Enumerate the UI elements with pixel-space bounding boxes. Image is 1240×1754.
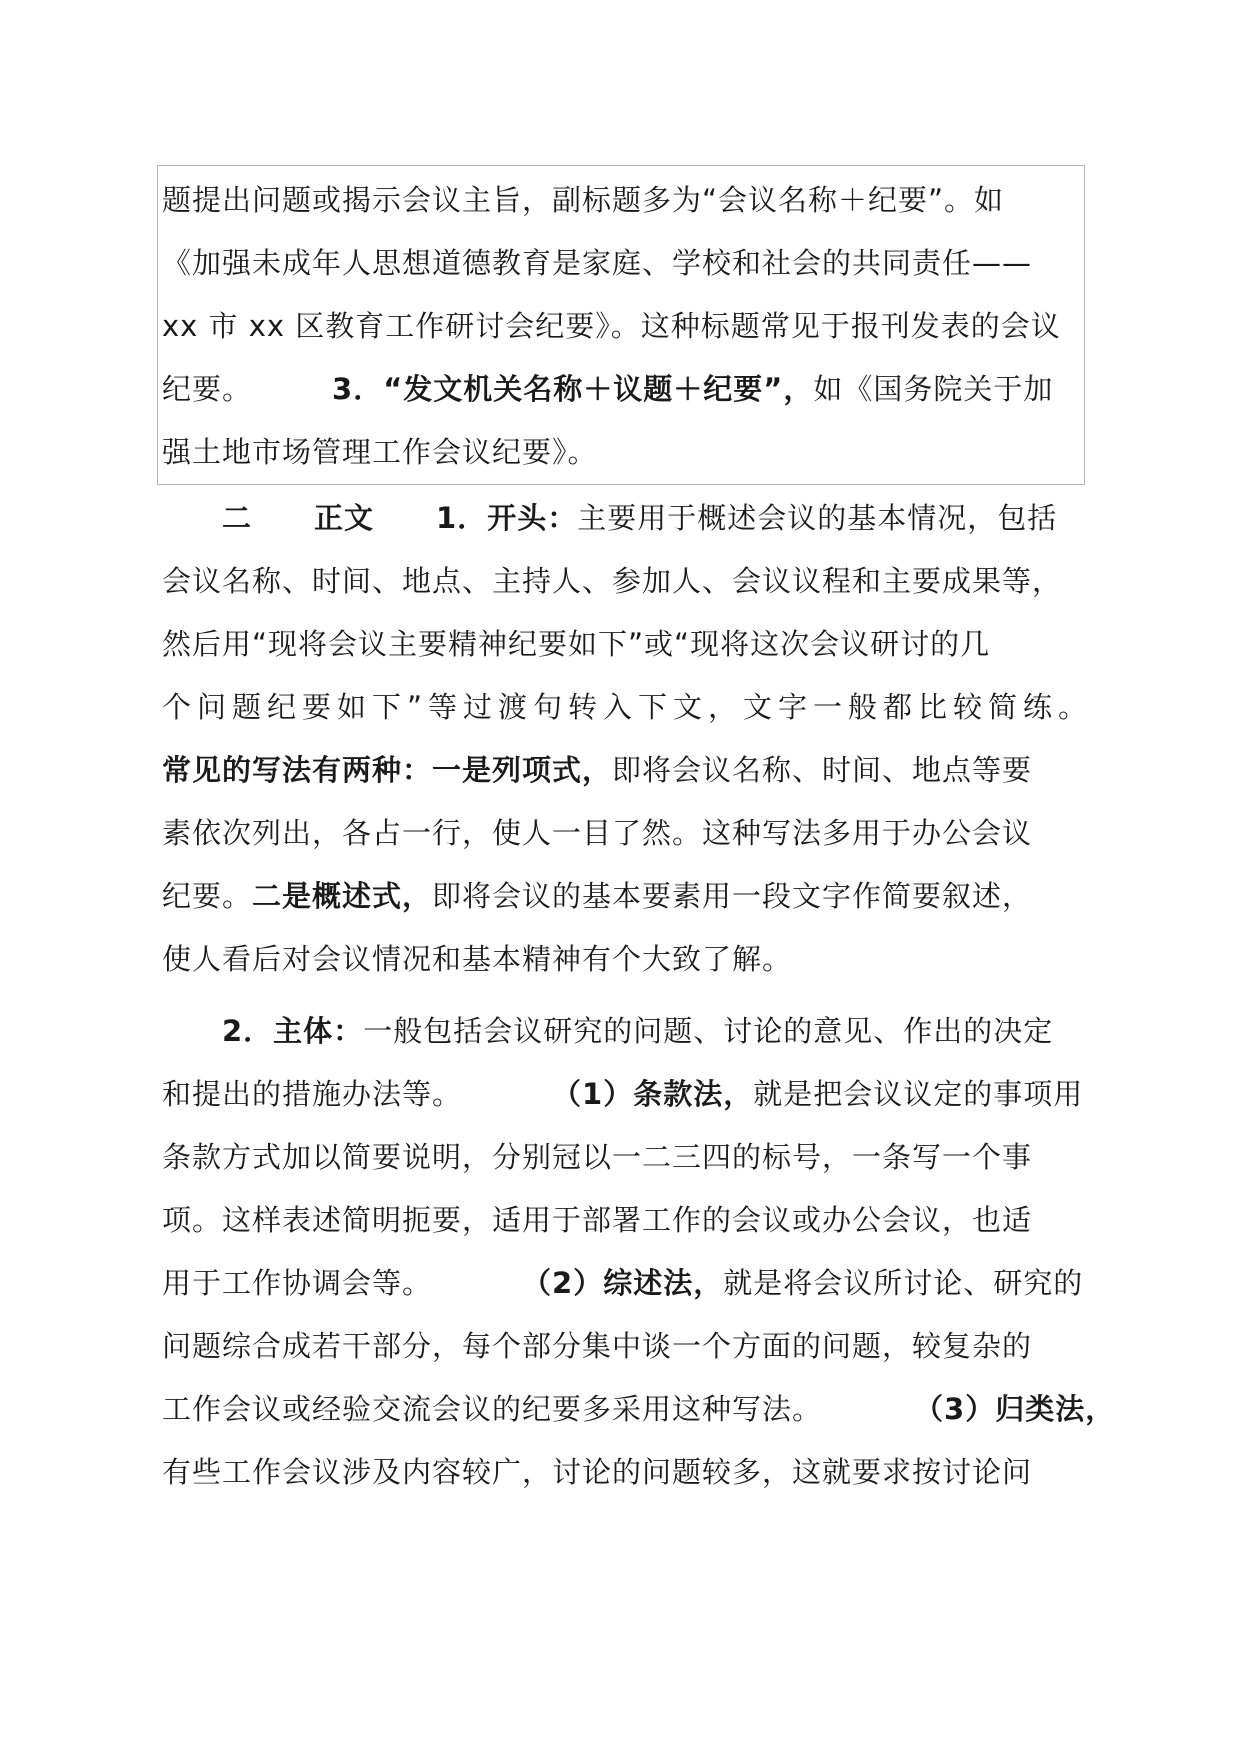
text-span: 有些工作会议涉及内容较广，讨论的问题较多，这就要求按讨论问 [162,1455,1033,1489]
paragraph-line [162,243,1092,283]
text-span: 素依次列出，各占一行，使人一目了然。这种写法多用于办公会议 [162,816,1033,850]
text-span: 会议名称、时间、地点、主持人、参加人、会议议程和主要成果等， [162,564,1063,598]
paragraph-line [162,687,1092,727]
emphasis-span: 二是概述式， [252,879,433,913]
paragraph-line [162,624,1092,664]
paragraph-line [162,813,1092,853]
text-span: 纪要。 [162,372,253,406]
text-span: 使人看后对会议情况和基本精神有个大致了解。 [162,942,793,976]
text-span: 主要用于概述会议的基本情况，包括 [577,501,1058,535]
text-span: 就是将会议所讨论、研究的 [723,1266,1084,1300]
paragraph-line [162,1200,1092,1240]
paragraph-line [162,180,1092,220]
text-span: 即将会议名称、时间、地点等要 [612,753,1033,787]
text-span: 问题综合成若干部分，每个部分集中谈一个方面的问题，较复杂的 [162,1329,1033,1363]
text-span: 条款方式加以简要说明，分别冠以一二三四的标号，一条写一个事 [162,1140,1033,1174]
section-number: 二 [222,501,253,535]
text-span: 一般包括会议研究的问题、讨论的意见、作出的决定 [363,1014,1054,1048]
paragraph-line [162,498,1092,538]
text-span: 个问题纪要如下”等过渡句转入下文，文字一般都比较简练。 [162,690,1094,724]
method-heading: （2）综述法， [522,1266,724,1300]
paragraph-line [162,369,1092,409]
paragraph-line [162,750,1092,790]
subheading-span: 1．开头： [436,501,578,535]
text-span: 工作会议或经验交流会议的纪要多采用这种写法。 [162,1392,823,1426]
text-span: 项。这样表述简明扼要，适用于部署工作的会议或办公会议，也适 [162,1203,1033,1237]
paragraph-line [162,561,1092,601]
paragraph-line [162,306,1092,346]
text-span: 然后用“现将会议主要精神纪要如下”或“现将这次会议研讨的几 [162,627,991,661]
text-span: 纪要。 [162,879,253,913]
text-span: 强土地市场管理工作会议纪要》。 [162,435,598,469]
method-heading: （3）归类法， [914,1392,1116,1426]
section-title: 正文 [314,501,375,535]
paragraph-line [162,1452,1092,1492]
text-span: xx 市 xx 区教育工作研讨会纪要》。这种标题常见于报刊发表的会议 [162,309,1061,343]
paragraph-line [162,1326,1092,1366]
paragraph-line [162,939,1092,979]
paragraph-line [162,1137,1092,1177]
text-span: 和提出的措施办法等。 [162,1077,463,1111]
paragraph-line [162,1263,1092,1303]
paragraph-line [162,876,1092,916]
paragraph-line [162,1011,1092,1051]
paragraph-line [162,1074,1092,1114]
paragraph-line [162,432,1092,472]
subheading-span: 2．主体： [222,1014,364,1048]
text-span: 《加强未成年人思想道德教育是家庭、学校和社会的共同责任—— [162,246,1033,280]
text-span: 题提出问题或揭示会议主旨，副标题多为“会议名称＋纪要”。如 [162,183,1005,217]
text-span: 就是把会议议定的事项用 [753,1077,1084,1111]
method-heading: （1）条款法， [552,1077,754,1111]
text-span: 用于工作协调会等。 [162,1266,433,1300]
subheading-span: 3．“发文机关名称＋议题＋纪要”， [332,372,814,406]
text-span: 如《国务院关于加 [813,372,1054,406]
text-span: 即将会议的基本要素用一段文字作简要叙述， [432,879,1033,913]
paragraph-line [162,1389,1116,1429]
emphasis-span: 常见的写法有两种：一是列项式， [162,753,613,787]
